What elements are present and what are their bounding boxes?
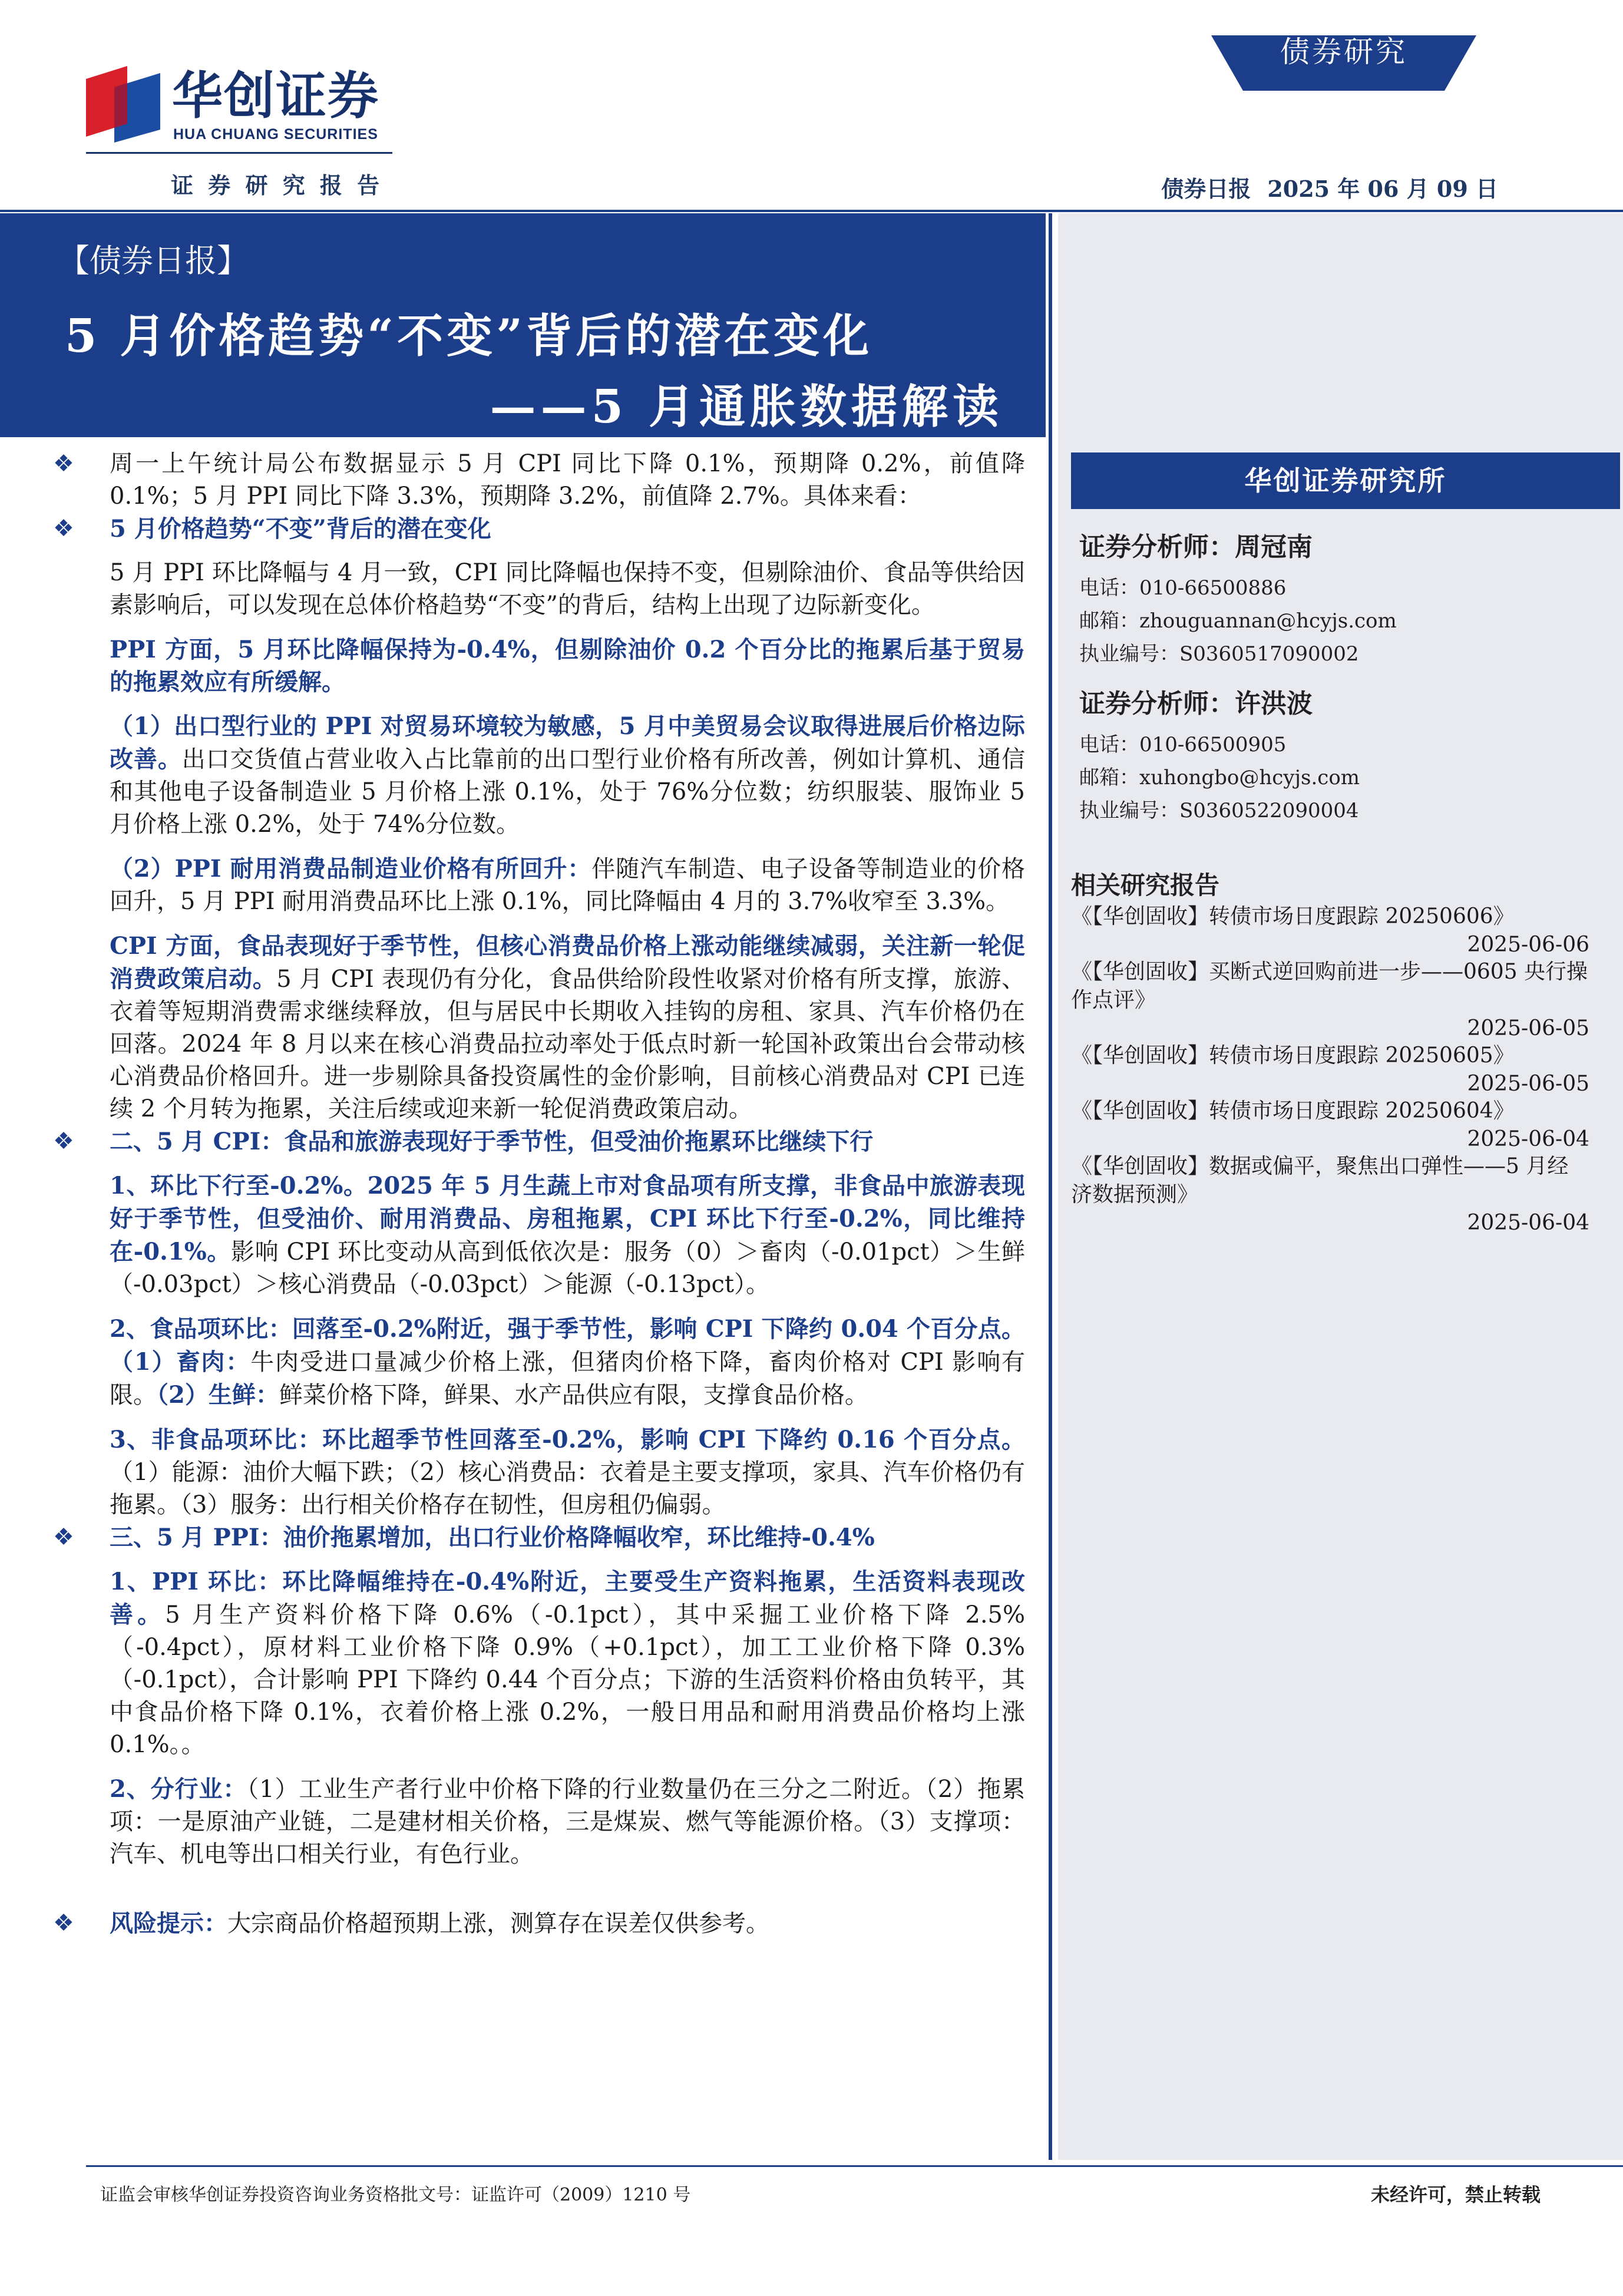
body-text: 牛肉受进口量减少价格上涨，但猪肉价格下降，畜肉价格对 CPI 影响有限。 <box>110 1349 1025 1409</box>
diamond-bullet-icon: ❖ <box>53 1910 74 1937</box>
analyst-email[interactable]: 邮箱：zhouguannan@hcyjs.com <box>1079 609 1397 633</box>
diamond-bullet-icon: ❖ <box>53 450 74 477</box>
related-reports-heading: 相关研究报告 <box>1071 871 1220 900</box>
analyst-contact <box>1079 728 1360 827</box>
banner-tag: 【债券日报】 <box>58 242 249 279</box>
related-report-item[interactable] <box>1071 1042 1589 1098</box>
body-text: 5 月 CPI 表现仍有分化，食品供给阶段性收紧对价格有所支撑，旅游、衣着等短期消费需求继续释放，但与居民中长期收入挂钩的房租、家具、汽车价格仍在回落。2024 年 8 月以来在核心消费品拉动率处于低点时新一轮国补政策出台会带动核心消费品价格回升。进一步剔除具备投资属性的金价影响，目前核心消费品对 CPI 已连续 2 个月转为拖累，关注后续或迎来新一轮促消费政策启动。 <box>110 966 1025 1122</box>
report-category: 债券日报 <box>1161 176 1251 202</box>
related-report-date: 2025-06-05 <box>1467 1016 1589 1040</box>
related-report-item[interactable] <box>1071 1097 1589 1154</box>
logo-divider <box>86 152 392 154</box>
category-tab-label: 债券研究 <box>1280 35 1407 69</box>
body-text: （1）工业生产者行业中价格下降的行业数量仍在三分之二附近。（2）拖累项：一是原油产业链，二是建材相关价格，三是煤炭、燃气等能源价格。（3）支撑项：汽车、机电等出口相关行业，有色行业。 <box>110 1776 1025 1868</box>
risk-warning <box>53 1907 1025 1940</box>
related-report-title[interactable]: 《【华创固收】转债市场日度跟踪 20250605》 <box>1071 1043 1515 1068</box>
analyst-name: 证券分析师：周冠南 <box>1079 532 1313 562</box>
analyst-cert: 执业编号：S0360517090002 <box>1079 642 1359 666</box>
footer-license: 证监会审核华创证券投资咨询业务资格批文号：证监许可（2009）1210 号 <box>100 2185 691 2205</box>
diamond-bullet-icon: ❖ <box>53 515 74 542</box>
section-2-paragraph-1 <box>110 1170 1025 1301</box>
section-1-cpi-paragraph <box>110 930 1025 1125</box>
section-3-heading <box>53 1521 1025 1554</box>
body-text: （1）能源：油价大幅下跌；（2）核心消费品：衣着是主要支撑项，家具、汽车价格仍有拖累。（3）服务：出行相关价格存在韧性，但房租仍偏弱。 <box>110 1459 1025 1518</box>
related-report-date: 2025-06-04 <box>1467 1127 1589 1151</box>
report-title: 5 月价格趋势“不变”背后的潜在变化 <box>65 309 873 363</box>
emphasis-text: CPI 方面，食品表现好于季节性，但核心消费品价格上涨动能继续减弱，关注新一轮促消费政策启动。 <box>110 932 1025 993</box>
analyst-name: 证券分析师：许洪波 <box>1079 689 1313 719</box>
related-report-item[interactable] <box>1071 1152 1589 1237</box>
body-text: 鲜菜价格下降，鲜果、水产品供应有限，支撑食品价格。 <box>279 1382 868 1409</box>
body-text: 5 月生产资料价格下降 0.6%（-0.1pct），其中采掘工业价格下降 2.5%（-0.4pct），原材料工业价格下降 0.9%（+0.1pct），加工工业价格下降 0.3%（-0.1pct），合计影响 PPI 下降约 0.44 个百分点；下游的生活资料价格由负转平，其中食品价格下降 0.1%，衣着价格上涨 0.2%，一般日用品和耐用消费品价格均上涨 0.1%。。 <box>110 1601 1026 1758</box>
related-report-date: 2025-06-04 <box>1467 1211 1589 1235</box>
analyst-phone: 电话：010-66500905 <box>1079 733 1287 756</box>
related-report-title[interactable]: 《【华创固收】买断式逆回购前进一步——0605 央行操作点评》 <box>1071 960 1588 1012</box>
section-3-title: 三、5 月 PPI：油价拖累增加，出口行业价格降幅收窄，环比维持-0.4% <box>110 1524 875 1551</box>
section-1-title: 5 月价格趋势“不变”背后的潜在变化 <box>110 515 491 543</box>
summary-bullet <box>53 448 1025 513</box>
footer-divider <box>86 2165 1623 2167</box>
related-report-item[interactable] <box>1071 958 1589 1043</box>
column-divider <box>1049 213 1052 2160</box>
body-text: 出口交货值占营业收入占比靠前的出口型行业价格有所改善，例如计算机、通信和其他电子设备制造业 5 月价格上涨 0.1%，处于 76%分位数；纺织服装、服饰业 5 月价格上涨 0.2%，处于 74%分位数。 <box>110 746 1026 838</box>
emphasis-text: 1、环比下行至-0.2%。2025 年 5 月生蔬上市对食品项有所支撑，非食品中旅游表现好于季节性，但受油价、耐用消费品、房租拖累，CPI 环比下行至-0.2%，同比维持在-0.1%。 <box>110 1172 1025 1266</box>
section-3-paragraph-1 <box>110 1565 1025 1761</box>
header-divider <box>0 210 1623 212</box>
emphasis-text: （2）PPI 耐用消费品制造业价格有所回升： <box>110 855 592 883</box>
section-2-title: 二、5 月 CPI：食品和旅游表现好于季节性，但受油价拖累环比继续下行 <box>110 1128 874 1155</box>
risk-paragraph <box>110 1907 1025 1940</box>
risk-text: 大宗商品价格超预期上涨，测算存在误差仅供参考。 <box>227 1910 769 1937</box>
analyst-email[interactable]: 邮箱：xuhongbo@hcyjs.com <box>1079 766 1360 789</box>
emphasis-text: 1、PPI 环比：环比降幅维持在-0.4%附近，主要受生产资料拖累，生活资料表现改善。 <box>110 1568 1025 1628</box>
body-text: 影响 CPI 环比变动从高到低依次是：服务（0）＞畜肉（-0.01pct）＞生鲜（-0.03pct）＞核心消费品（-0.03pct）＞能源（-0.13pct）。 <box>110 1238 1026 1298</box>
body-text: 伴随汽车制造、电子设备等制造业的价格回升，5 月 PPI 耐用消费品环比上涨 0.1%，同比降幅由 4 月的 3.7%收窄至 3.3%。 <box>110 855 1026 915</box>
related-report-date: 2025-06-05 <box>1467 1072 1589 1096</box>
risk-label: 风险提示： <box>110 1910 227 1937</box>
section-1-export-paragraph <box>110 710 1025 841</box>
report-date: 2025 年 06 月 09 日 <box>1267 176 1498 202</box>
section-2-heading <box>53 1125 1025 1158</box>
section-3-paragraph-2 <box>110 1773 1025 1871</box>
related-report-title[interactable]: 《【华创固收】数据或偏平，聚焦出口弹性——5 月经济数据预测》 <box>1071 1154 1569 1207</box>
institute-header: 华创证券研究所 <box>1071 452 1620 509</box>
section-1-ppi-paragraph: PPI 方面，5 月环比降幅保持为-0.4%，但剔除油价 0.2 个百分比的拖累后基于贸易的拖累效应有所缓解。 <box>110 636 1025 696</box>
section-2-paragraph-2 <box>110 1313 1025 1412</box>
section-1-durables-paragraph <box>110 853 1025 918</box>
emphasis-text: 3、非食品项环比：环比超季节性回落至-0.2%，影响 CPI 下降约 0.16 个百分点。 <box>110 1426 1025 1453</box>
related-report-title[interactable]: 《【华创固收】转债市场日度跟踪 20250606》 <box>1071 904 1515 929</box>
company-name-en: HUA CHUANG SECURITIES <box>173 126 378 143</box>
emphasis-text: （2）生鲜： <box>157 1381 279 1409</box>
main-content <box>53 448 1025 1940</box>
diamond-bullet-icon: ❖ <box>53 1128 74 1155</box>
analyst-phone: 电话：010-66500886 <box>1079 576 1287 600</box>
section-1-heading <box>53 513 1025 545</box>
section-1-paragraph: 5 月 PPI 环比降幅与 4 月一致，CPI 同比降幅也保持不变，但剔除油价、食品等供给因素影响后，可以发现在总体价格趋势“不变”的背后，结构上出现了边际新变化。 <box>110 559 1025 619</box>
emphasis-text: 2、食品项环比：回落至-0.2%附近，强于季节性，影响 CPI 下降约 0.04 个百分点。（1）畜肉： <box>110 1315 1025 1376</box>
summary-paragraph: 周一上午统计局公布数据显示 5 月 CPI 同比下降 0.1%，预期降 0.2%，前值降 0.1%；5 月 PPI 同比下降 3.3%，预期降 3.2%，前值降 2.7%。具体来看： <box>110 450 1025 510</box>
footer-notice: 未经许可，禁止转载 <box>1370 2183 1541 2206</box>
related-report-title[interactable]: 《【华创固收】转债市场日度跟踪 20250604》 <box>1071 1099 1515 1123</box>
report-date-line <box>1161 171 1498 203</box>
report-subtitle: ——5 月通胀数据解读 <box>490 380 1003 434</box>
company-logo-icon <box>86 66 160 143</box>
emphasis-text: （1）出口型行业的 PPI 对贸易环境较为敏感，5 月中美贸易会议取得进展后价格边际改善。 <box>110 712 1025 773</box>
diamond-bullet-icon: ❖ <box>53 1524 74 1551</box>
related-report-date: 2025-06-06 <box>1467 933 1589 957</box>
analyst-cert: 执业编号：S0360522090004 <box>1079 799 1359 822</box>
report-type-label: 证 券 研 究 报 告 <box>171 172 384 199</box>
company-name-cn: 华创证券 <box>172 67 379 125</box>
section-2-paragraph-3 <box>110 1423 1025 1521</box>
emphasis-text: 2、分行业： <box>110 1775 247 1803</box>
analyst-contact <box>1079 571 1397 670</box>
related-report-item[interactable] <box>1071 903 1589 959</box>
